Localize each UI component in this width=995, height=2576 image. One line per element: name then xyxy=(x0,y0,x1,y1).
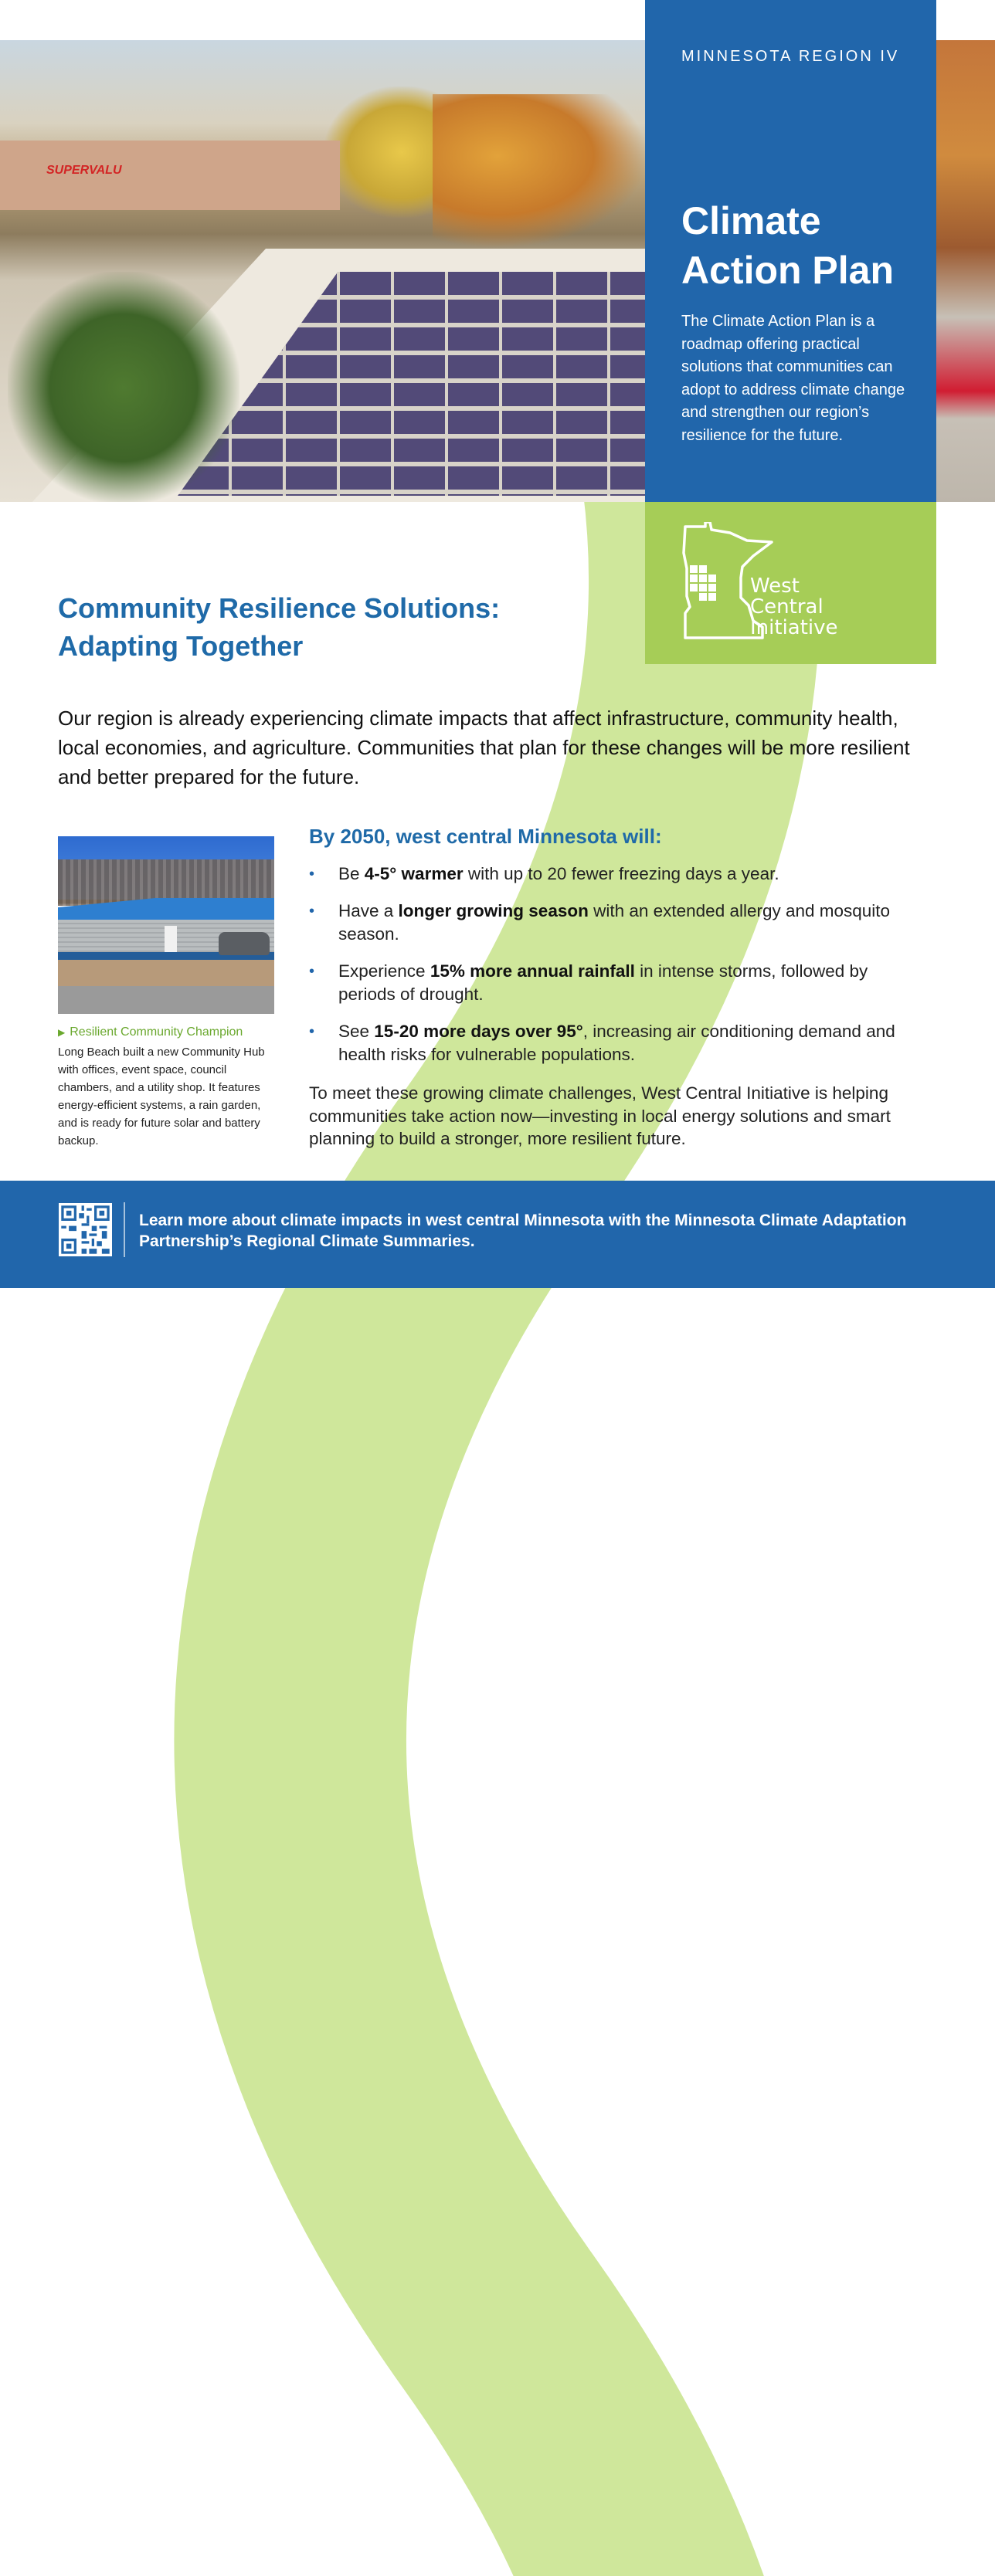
organization-logo xyxy=(679,522,838,646)
item-text: Experience xyxy=(338,961,430,981)
hero-trees-orange xyxy=(433,94,645,249)
item-text: Be xyxy=(338,864,365,883)
hero-trees-green xyxy=(8,272,239,502)
item-text: in intense storms, followed by periods of drought. xyxy=(338,961,868,1004)
item-text: , increasing air conditioning demand and health risks for vulnerable populations. xyxy=(338,1022,895,1064)
community-hub-photo xyxy=(58,836,274,1014)
lead-paragraph: Our region is already experiencing climate impacts that affect infrastructure, community health, local economies, and agriculture. Communities that plan for these changes will be more resilient and better prepared for the future. xyxy=(58,707,910,788)
bullet-icon: • xyxy=(309,866,315,883)
logo-line-1: West Central xyxy=(750,575,824,619)
item-text: with up to 20 fewer freezing days a year. xyxy=(463,864,779,883)
item-text: with an extended allergy and mosquito season. xyxy=(338,901,891,944)
region-label: MINNESOTA REGION IV xyxy=(681,48,900,65)
item-emphasis: 15-20 more days over 95° xyxy=(374,1022,583,1041)
caption-body: Long Beach built a new Community Hub with offices, event space, council chambers, and a utility shop. It features energy-efficient systems, a rain garden, and is ready for future solar and battery backup. xyxy=(58,1046,265,1147)
list-item xyxy=(309,900,927,946)
item-emphasis: 15% more annual rainfall xyxy=(430,961,635,981)
photo-door xyxy=(165,926,177,952)
footer-link-text[interactable]: Learn more about climate impacts in west central Minnesota with the Minnesota Climate Adaptation Partnership’s Regional Climate Summaries. xyxy=(139,1212,907,1250)
section-heading-line-2: Adapting Together xyxy=(58,630,304,662)
list-item xyxy=(309,960,927,1006)
bullet-icon: • xyxy=(309,903,315,920)
hero-photo-solar-rooftop xyxy=(0,40,645,502)
photo-road xyxy=(58,986,274,1014)
logo-line-2: Initiative xyxy=(750,616,838,639)
closing-paragraph: To meet these growing climate challenges, West Central Initiative is helping communities take action now—investing in local energy solutions and smart planning to build a stronger, more resilient future. xyxy=(309,1083,891,1148)
caption-title-text: Resilient Community Champion xyxy=(70,1025,243,1039)
triangle-right-icon: ▶ xyxy=(58,1027,66,1038)
right-photo-strip xyxy=(936,40,995,502)
item-text: See xyxy=(338,1022,375,1041)
bullet-icon: • xyxy=(309,1023,315,1040)
hero-store-sign: SUPERVALU xyxy=(46,164,122,177)
photo-ground xyxy=(58,960,274,986)
qr-code-icon[interactable] xyxy=(59,1203,112,1256)
intro-text: The Climate Action Plan is a roadmap offering practical solutions that communities can adopt to address climate change and strengthen our region’s resilience for the future. xyxy=(681,313,905,444)
page-title xyxy=(681,196,929,295)
section-heading-line-1: Community Resilience Solutions: xyxy=(58,592,501,624)
list-item xyxy=(309,863,927,886)
projections-list xyxy=(309,863,927,1080)
list-item xyxy=(309,1020,927,1066)
section-heading xyxy=(58,589,614,665)
title-line-1: Climate xyxy=(681,199,821,242)
footer-band xyxy=(0,1181,995,1288)
bullet-icon: • xyxy=(309,963,315,980)
item-emphasis: longer growing season xyxy=(398,901,589,920)
footer-divider xyxy=(124,1202,125,1257)
caption-title xyxy=(58,1025,243,1039)
title-panel xyxy=(645,0,936,502)
title-line-2: Action Plan xyxy=(681,249,895,292)
logo-panel xyxy=(645,502,936,664)
projections-heading: By 2050, west central Minnesota will: xyxy=(309,825,662,848)
photo-car xyxy=(219,932,270,955)
item-text: Have a xyxy=(338,901,399,920)
item-emphasis: 4-5° warmer xyxy=(364,864,464,883)
logo-wordmark xyxy=(750,576,838,639)
